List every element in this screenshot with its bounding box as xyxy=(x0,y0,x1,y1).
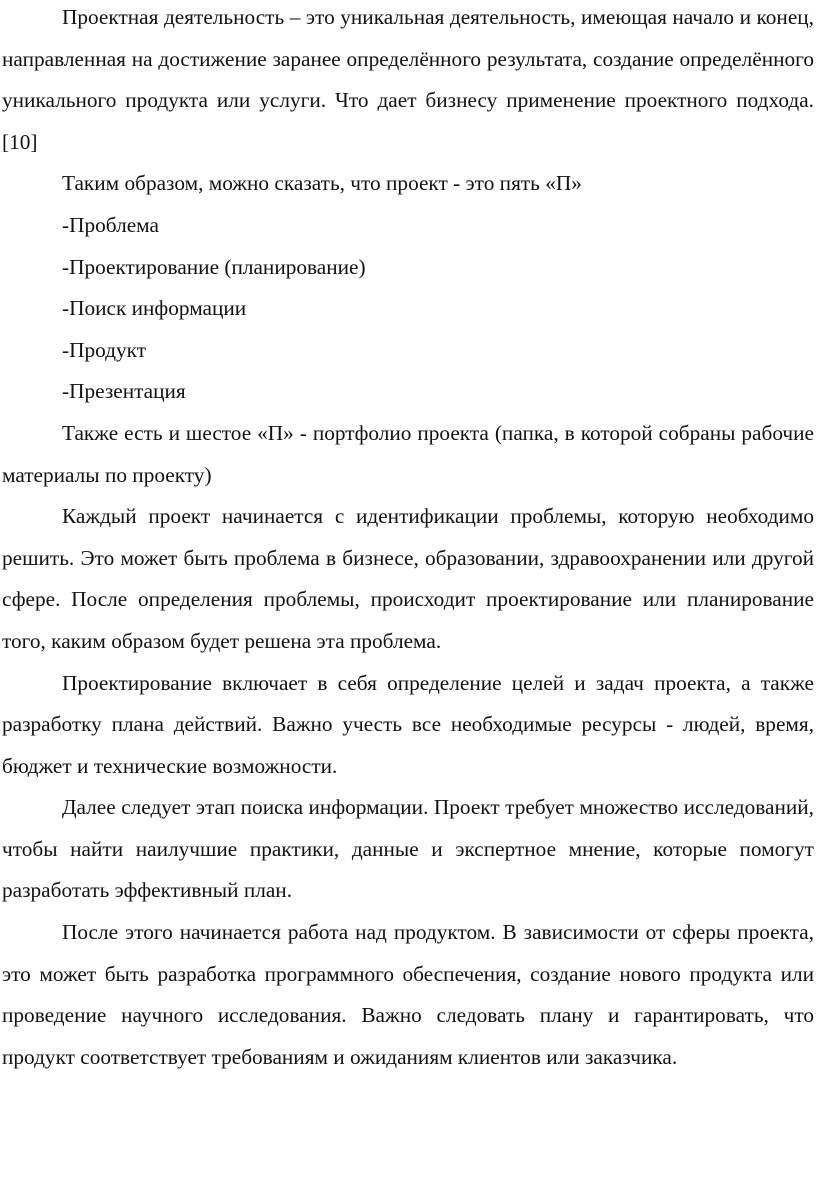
list-item-problem: -Проблема xyxy=(62,212,159,237)
list-item-presentation: -Презентация xyxy=(62,379,186,404)
paragraph-sixth-p: Также есть и шестое «П» - портфолио проекта (папка, в которой собраны рабочие материалы по проекту) xyxy=(2,420,814,487)
list-item-product: -Продукт xyxy=(62,337,147,362)
paragraph-design: Проектирование включает в себя определение целей и задач проекта, а также разработку плана действий. Важно учесть все необходимые ресурсы - людей, время, бюджет и технические возможности. xyxy=(2,670,814,778)
document-page xyxy=(2,0,814,1078)
paragraph-information-search: Далее следует этап поиска информации. Проект требует множество исследований, чтобы найти наилучшие практики, данные и экспертное мнение, которые помогут разработать эффективный план. xyxy=(2,795,814,903)
paragraph-project-definition: Проектная деятельность – это уникальная деятельность, имеющая начало и конец, направленная на достижение заранее определённого результата, создание определённого уникального продукта или услуги. Что дает бизнесу применение проектного подхода. [10] xyxy=(2,5,814,154)
list-item-search: -Поиск информации xyxy=(62,296,247,321)
paragraph-product-work: После этого начинается работа над продуктом. В зависимости от сферы проекта, это может быть разработка программного обеспечения, создание нового продукта или проведение научного исследования. Важно следовать плану и гарантировать, что продукт соответствует требованиям и ожиданиям клиентов или заказчика. xyxy=(2,920,814,1069)
paragraph-problem-identification: Каждый проект начинается с идентификации проблемы, которую необходимо решить. Это может быть проблема в бизнесе, образовании, здравоохранении или другой сфере. После определения проблемы, происходит проектирование или планирование того, каким образом будет решена эта проблема. xyxy=(2,504,814,653)
list-item-design: -Проектирование (планирование) xyxy=(62,254,366,279)
paragraph-five-p-intro: Таким образом, можно сказать, что проект - это пять «П» xyxy=(62,171,582,196)
